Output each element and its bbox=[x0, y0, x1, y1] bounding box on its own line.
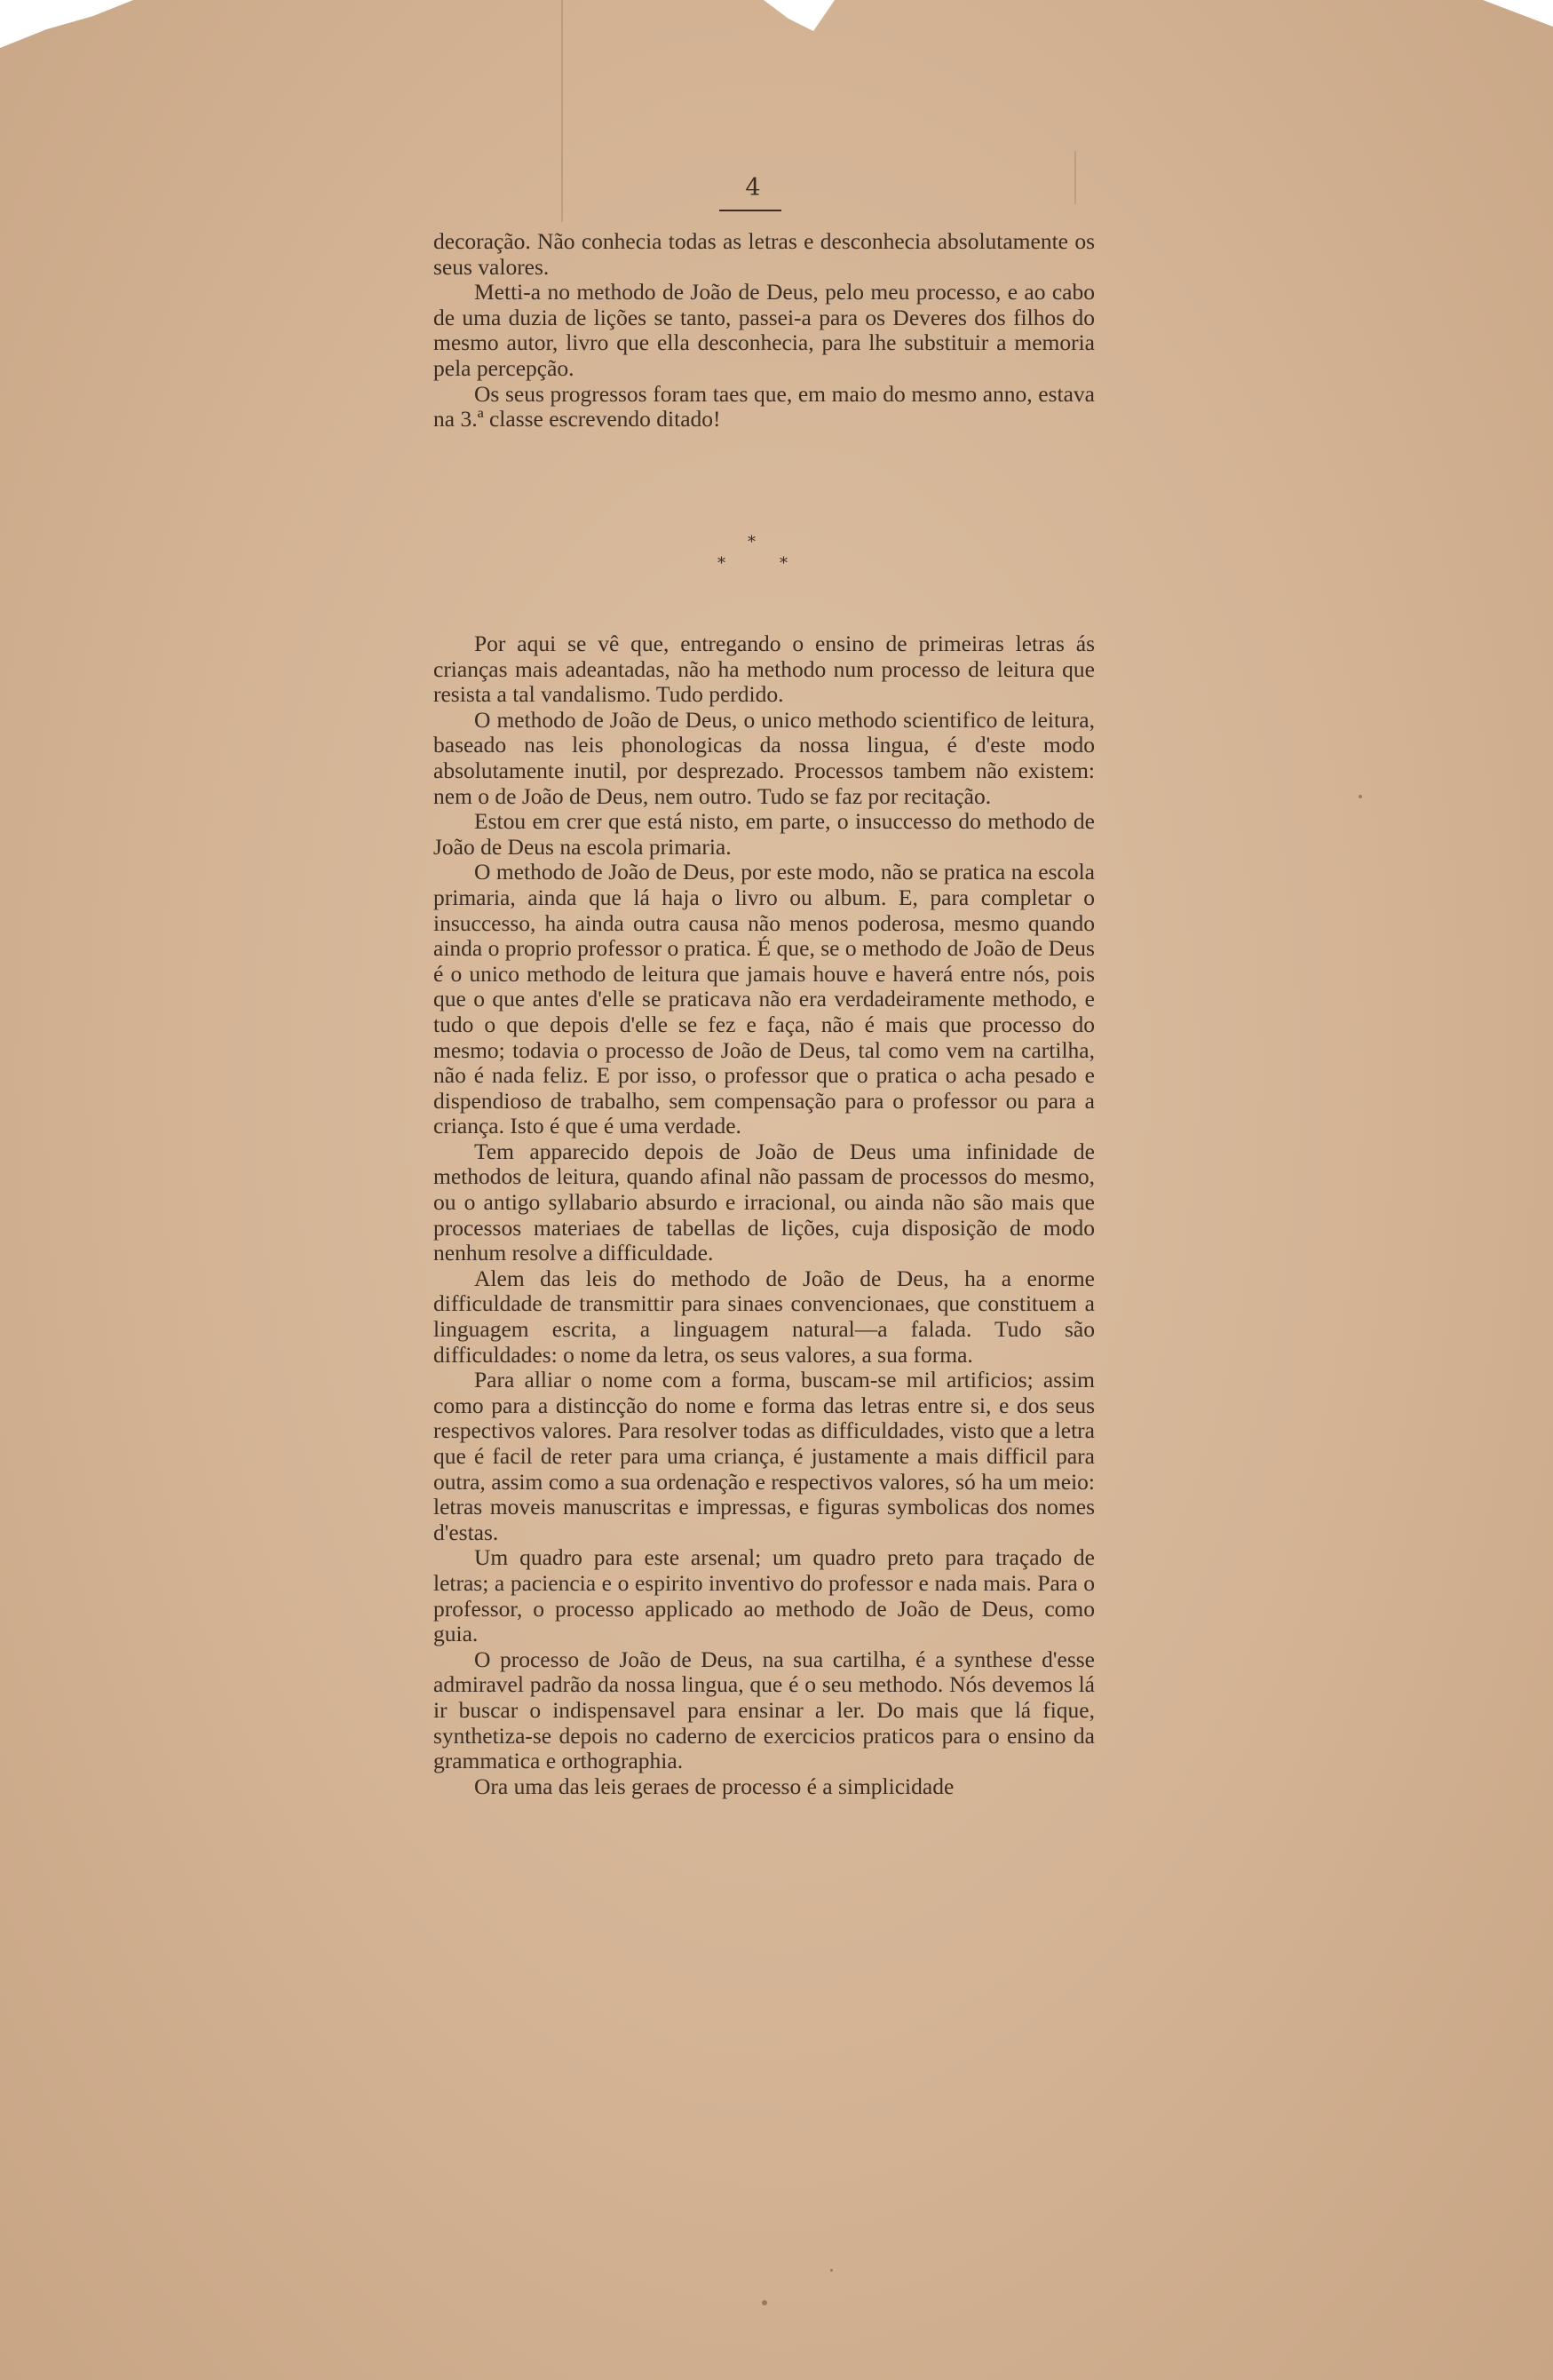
asterisk: * bbox=[748, 533, 756, 551]
asterism bbox=[675, 533, 835, 577]
paragraph: Um quadro para este arsenal; um quadro preto para traçado de letras; a paciencia e o espirito inventivo do professor e nada mais. Para o professor, o processo applicado ao methodo de João de Deus, como guia. bbox=[433, 1544, 1095, 1647]
paper-speck bbox=[762, 2300, 767, 2305]
paragraph: Tem apparecido depois de João de Deus uma infinidade de methodos de leitura, quando afinal não passam de processos do mesmo, ou o antigo syllabario absurdo e irracional, ou ainda não são mais que processos materiaes de tabellas de lições, cuja disposição de modo nenhum resolve a difficuldade. bbox=[433, 1138, 1095, 1266]
page-number: 4 bbox=[745, 174, 761, 202]
asterisk: * bbox=[717, 554, 725, 573]
paragraph: Estou em crer que está nisto, em parte, o insuccesso do methodo de João de Deus na escola primaria. bbox=[433, 808, 1095, 860]
paragraph: O methodo de João de Deus, o unico methodo scientifico de leitura, baseado nas leis phonologicas da nossa lingua, é d'este modo absolutamente inutil, por desprezado. Processos tambem não existem: nem o de João de Deus, nem outro. Tudo se faz por recitação. bbox=[433, 706, 1095, 809]
paragraph: Para alliar o nome com a forma, buscam-se mil artificios; assim como para a distincção do nome e forma das letras entre si, e dos seus respectivos valores. Para resolver todas as difficuldades, visto que a letra que é facil de reter para uma criança, é justamente a mais difficil para outra, assim como a sua ordenação e respectivos valores, só ha um meio: letras moveis manuscritas e impressas, e figuras symbolicas dos nomes d'estas. bbox=[433, 1367, 1095, 1545]
paragraph: Por aqui se vê que, entregando o ensino de primeiras letras ás crianças mais adeantadas, não ha methodo num processo de leitura que resista a tal vandalismo. Tudo perdido. bbox=[433, 631, 1095, 708]
torn-corner-right bbox=[1483, 0, 1553, 27]
torn-edge-top bbox=[764, 0, 835, 31]
paragraph: decoração. Não conhecia todas as letras e desconhecia absolutamente os seus valores. bbox=[433, 228, 1095, 280]
paper-speck bbox=[830, 2269, 833, 2272]
paragraph: Alem das leis do methodo de João de Deus, ha a enorme difficuldade de transmittir para sinaes convencionaes, que constituem a linguagem escrita, a linguagem natural—a falada. Tudo são difficuldades: o nome da letra, os seus valores, a sua forma. bbox=[433, 1265, 1095, 1368]
paragraph: O methodo de João de Deus, por este modo, não se pratica na escola primaria, ainda que lá haja o livro ou album. E, para completar o insuccesso, ha ainda outra causa não menos poderosa, mesmo quando ainda o proprio professor o pratica. É que, se o methodo de João de Deus é o unico methodo de leitura que jamais houve e haverá entre nós, pois que o que antes d'elle se praticava não era verdadeiramente methodo, e tudo o que depois d'elle se fez e faça, não é mais que processo do mesmo; todavia o processo de João de Deus, tal como vem na cartilha, não é nada feliz. E por isso, o professor que o pratica o acha pesado e dispendioso de trabalho, sem compensação para o professor ou para a criança. Isto é que é uma verdade. bbox=[433, 859, 1095, 1139]
paper-crease bbox=[561, 0, 563, 222]
page-number-rule bbox=[719, 210, 781, 211]
paper-crease bbox=[1074, 151, 1076, 204]
text-block-top bbox=[433, 229, 1095, 432]
paragraph: O processo de João de Deus, na sua cartilha, é a synthese d'esse admiravel padrão da nossa lingua, que é o seu methodo. Nós devemos lá ir buscar o indispensavel para ensinar a ler. Do mais que lá fique, synthetiza-se depois no caderno de exercicios praticos para o ensino da grammatica e orthographia. bbox=[433, 1646, 1095, 1774]
paragraph: Os seus progressos foram taes que, em maio do mesmo anno, estava na 3.ª classe escrevendo ditado! bbox=[433, 380, 1095, 432]
asterisk: * bbox=[780, 554, 788, 573]
paragraph: Ora uma das leis geraes de processo é a simplicidade bbox=[474, 1773, 955, 1799]
paragraph: Metti-a no methodo de João de Deus, pelo meu processo, e ao cabo de uma duzia de lições se tanto, passei-a para os Deveres dos filhos do mesmo autor, livro que ella desconhecia, para lhe substituir a memoria pela percepção. bbox=[433, 279, 1095, 381]
paper-speck bbox=[1359, 795, 1362, 798]
torn-corner-left bbox=[0, 0, 133, 53]
text-block-main bbox=[433, 631, 1095, 1799]
